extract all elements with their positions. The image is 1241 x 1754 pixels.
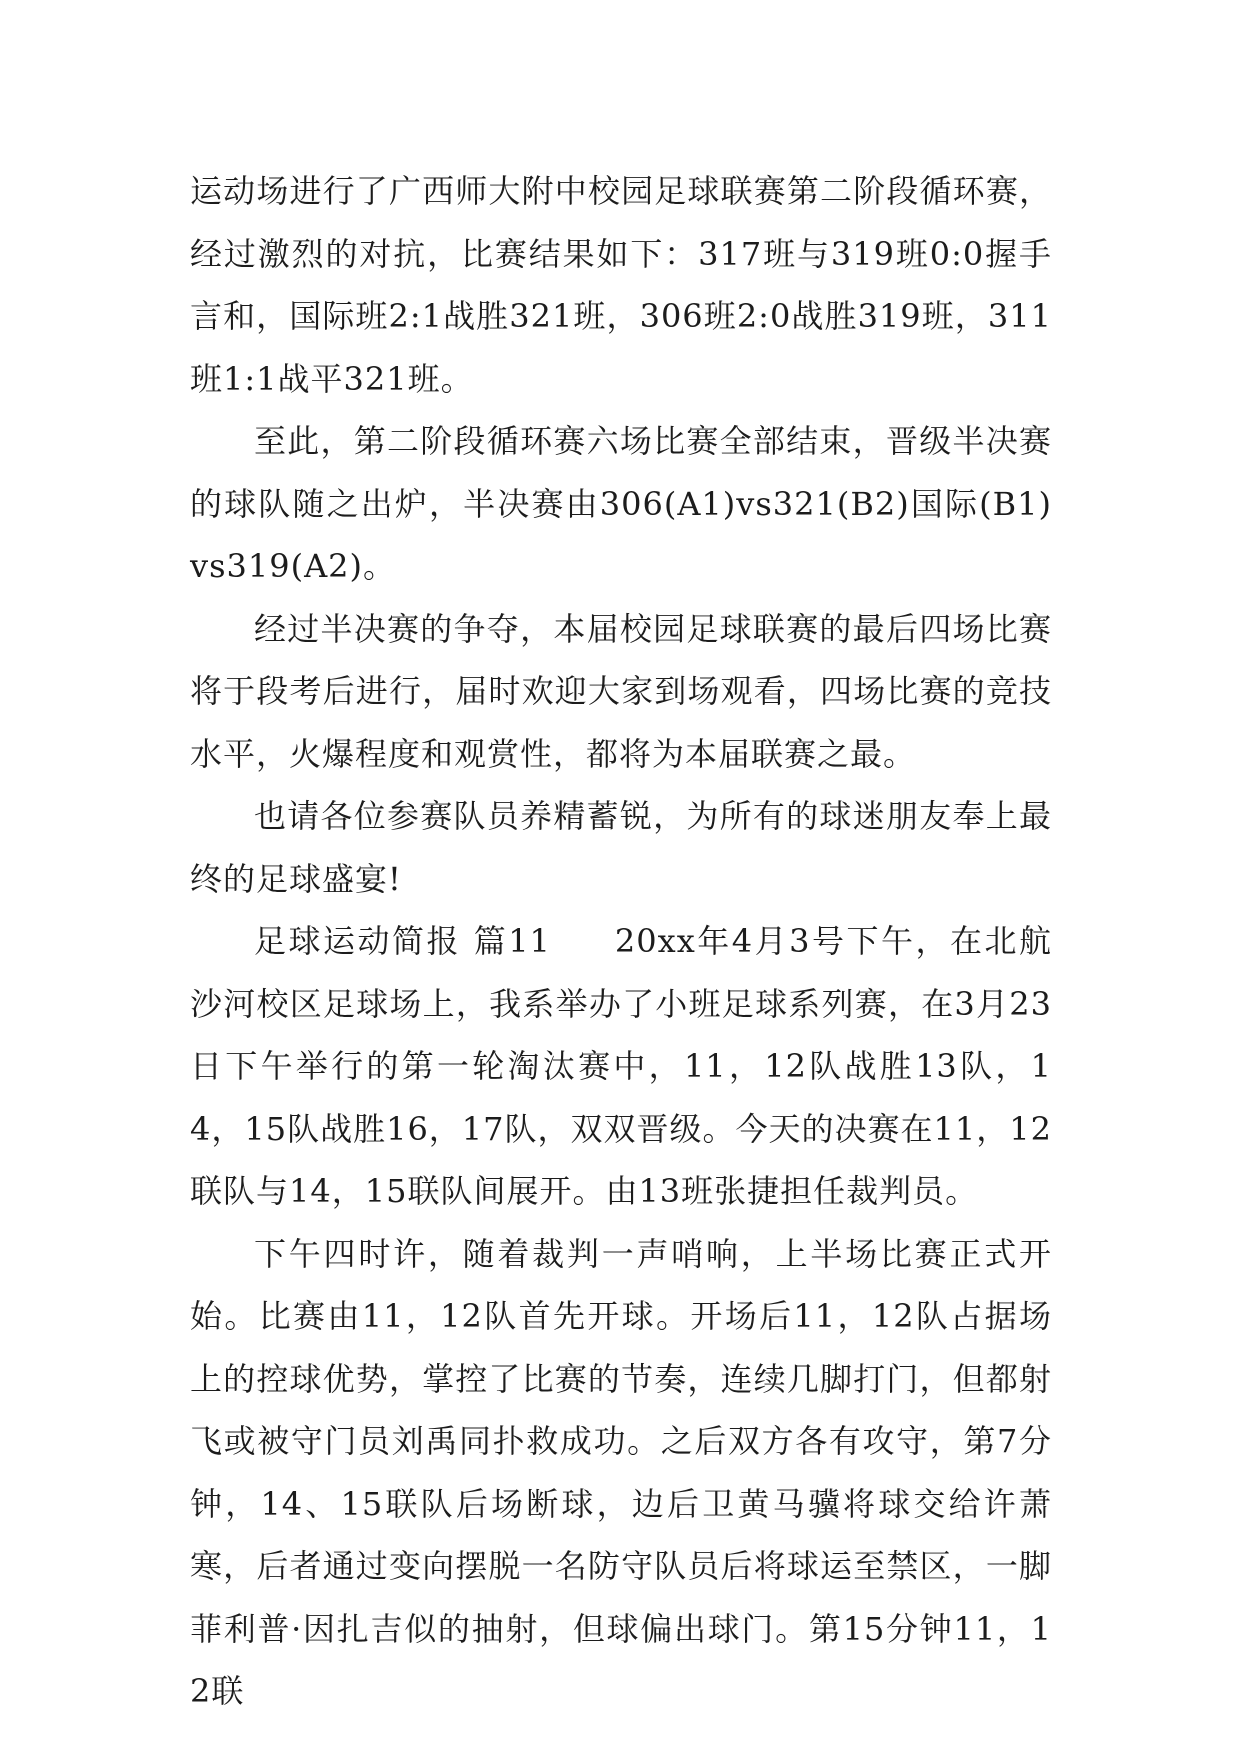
paragraph-6: 下午四时许，随着裁判一声哨响，上半场比赛正式开始。比赛由11，12队首先开球。开场后11，12队占据场上的控球优势，掌控了比赛的节奏，连续几脚打门，但都射飞或被守门员刘禹同扑救成功。之后双方各有攻守，第7分钟，14、15联队后场断球，边后卫黄马骥将球交给许萧寒，后者通过变向摆脱一名防守队员后将球运至禁区，一脚菲利普·因扎吉似的抽射，但球偏出球门。第15分钟11，12联 (190, 1234, 1052, 1710)
section-heading: 足球运动简报 篇11 (254, 922, 551, 960)
paragraph-5 (190, 910, 1052, 1223)
paragraph-1: 运动场进行了广西师大附中校园足球联赛第二阶段循环赛，经过激烈的对抗，比赛结果如下：317班与319班0:0握手言和，国际班2:1战胜321班，306班2:0战胜319班，311班1:1战平321班。 (190, 172, 1052, 398)
paragraph-4: 也请各位参赛队员养精蓄锐，为所有的球迷朋友奉上最终的足球盛宴! (190, 797, 1052, 898)
document-body (190, 160, 1052, 1723)
paragraph-5-text: 20xx年4月3号下午，在北航沙河校区足球场上，我系举办了小班足球系列赛，在3月23日下午举行的第一轮淘汰赛中，11，12队战胜13队，14，15队战胜16，17队，双双晋级。今天的决赛在11，12联队与14，15联队间展开。由13班张捷担任裁判员。 (190, 922, 1052, 1210)
paragraph-2: 至此，第二阶段循环赛六场比赛全部结束，晋级半决赛的球队随之出炉，半决赛由306(A1)vs321(B2)国际(B1)vs319(A2)。 (190, 422, 1052, 585)
paragraph-3: 经过半决赛的争夺，本届校园足球联赛的最后四场比赛将于段考后进行，届时欢迎大家到场观看，四场比赛的竞技水平，火爆程度和观赏性，都将为本届联赛之最。 (190, 609, 1052, 773)
